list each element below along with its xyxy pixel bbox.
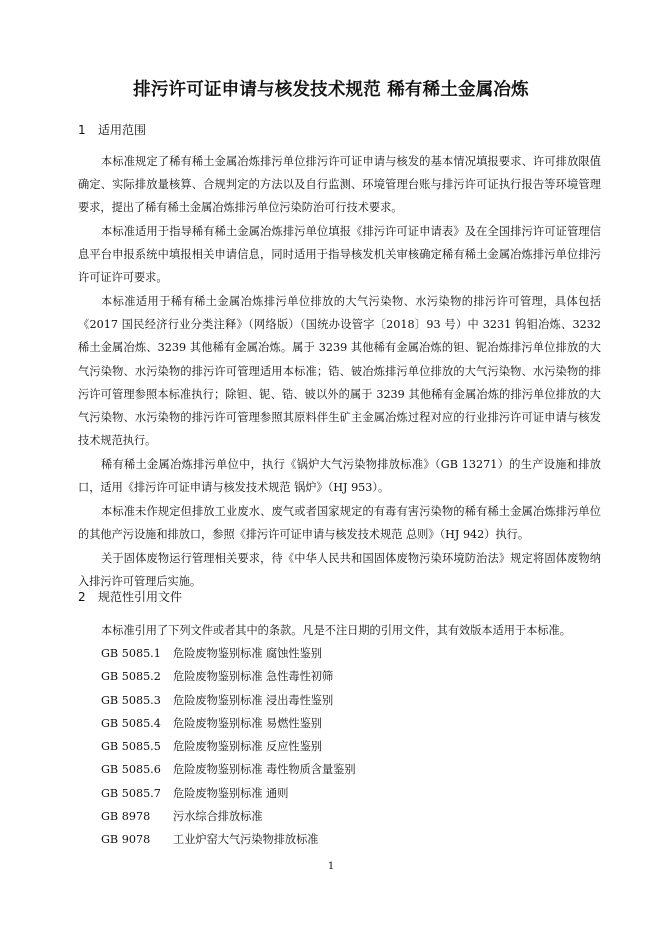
reference-item	[78, 735, 601, 758]
section-title: 规范性引用文件	[98, 590, 183, 604]
reference-code: GB 9078	[101, 833, 151, 847]
paragraph: 关于固体废物运行管理相关要求，待《中华人民共和国固体废物污染环境防治法》规定将固体废物纳入排污许可管理后实施。	[78, 552, 601, 589]
page-number: 1	[327, 861, 335, 872]
reference-code: GB 5085.4	[101, 716, 161, 730]
reference-name: 污水综合排放标准	[173, 810, 263, 824]
section-number: 2	[78, 590, 86, 604]
reference-name: 危险废物鉴别标准 浸出毒性鉴别	[173, 693, 334, 707]
paragraph: 本标准适用于指导稀有稀土金属冶炼排污单位填报《排污许可证申请表》及在全国排污许可证管理信息平台申报系统中填报相关申请信息，同时适用于指导核发机关审核确定稀有稀土金属冶炼排污单位排污许可证许可要求。	[78, 225, 601, 285]
reference-list	[78, 642, 601, 852]
section-heading-references	[78, 588, 182, 605]
reference-code: GB 5085.7	[101, 786, 161, 800]
reference-name: 危险废物鉴别标准 反应性鉴别	[173, 740, 322, 754]
reference-code: GB 5085.5	[101, 740, 161, 754]
paragraph: 本标准规定了稀有稀土金属冶炼排污单位排污许可证申请与核发的基本情况填报要求、许可排放限值确定、实际排放量核算、合规判定的方法以及自行监测、环境管理台账与排污许可证执行报告等环境管理要求，提出了稀有稀土金属冶炼排污单位污染防治可行技术要求。	[78, 155, 601, 215]
reference-item	[78, 665, 601, 688]
reference-item	[78, 828, 601, 851]
reference-item	[78, 782, 601, 805]
paragraph: 本标准未作规定但排放工业废水、废气或者国家规定的有毒有害污染物的稀有稀土金属冶炼排污单位的其他产污设施和排放口，参照《排污许可证申请与核发技术规范 总则》（HJ 942）执行。	[78, 505, 601, 542]
reference-name: 危险废物鉴别标准 毒性物质含量鉴别	[173, 763, 356, 777]
reference-item	[78, 689, 601, 712]
reference-name: 危险废物鉴别标准 腐蚀性鉴别	[173, 647, 322, 660]
reference-name: 危险废物鉴别标准 通则	[173, 786, 289, 800]
reference-code: GB 5085.6	[101, 763, 161, 777]
section-title: 适用范围	[98, 123, 147, 137]
reference-name: 工业炉窑大气污染物排放标准	[173, 833, 319, 847]
paragraph: 本标准适用于稀有稀土金属冶炼排污单位排放的大气污染物、水污染物的排污许可管理，具体包括《2017 国民经济行业分类注释》（网络版）（国统办设管字〔2018〕93 号）中 3231 钨钼冶炼、3232 稀土金属冶炼、3239 其他稀有金属冶炼。属于 3239 其他稀有金属冶炼的钽、铌冶炼排污单位排放的大气污染物、水污染物的排污许可管理适用本标准；锆、铍冶炼排污单位排放的大气污染物、水污染物的排污许可管理参照本标准执行；除钽、铌、锆、铍以外的属于 3239 其他稀有金属冶炼的排污单位排放的大气污染物、水污染物的排污许可管理参照其原料伴生矿主金属冶炼过程对应的行业排污许可证申请与核发技术规范执行。	[78, 295, 601, 448]
document-title: 排污许可证申请与核发技术规范 稀有稀土金属冶炼	[133, 80, 529, 100]
section-heading-scope	[78, 121, 146, 138]
reference-code: GB 8978	[101, 810, 151, 824]
reference-item	[78, 758, 601, 781]
reference-item	[78, 712, 601, 735]
reference-item	[78, 642, 601, 665]
section-number: 1	[78, 123, 86, 137]
reference-item	[78, 805, 601, 828]
paragraph: 本标准引用了下列文件或者其中的条款。凡是不注日期的引用文件，其有效版本适用于本标准。	[101, 624, 571, 637]
reference-code: GB 5085.3	[101, 693, 161, 707]
reference-name: 危险废物鉴别标准 急性毒性初筛	[173, 670, 334, 684]
reference-code: GB 5085.2	[101, 670, 161, 684]
reference-code: GB 5085.1	[101, 647, 161, 660]
reference-name: 危险废物鉴别标准 易燃性鉴别	[173, 716, 322, 730]
paragraph: 稀有稀土金属冶炼排污单位中，执行《锅炉大气污染物排放标准》（GB 13271）的生产设施和排放口，适用《排污许可证申请与核发技术规范 锅炉》（HJ 953）。	[78, 458, 601, 495]
